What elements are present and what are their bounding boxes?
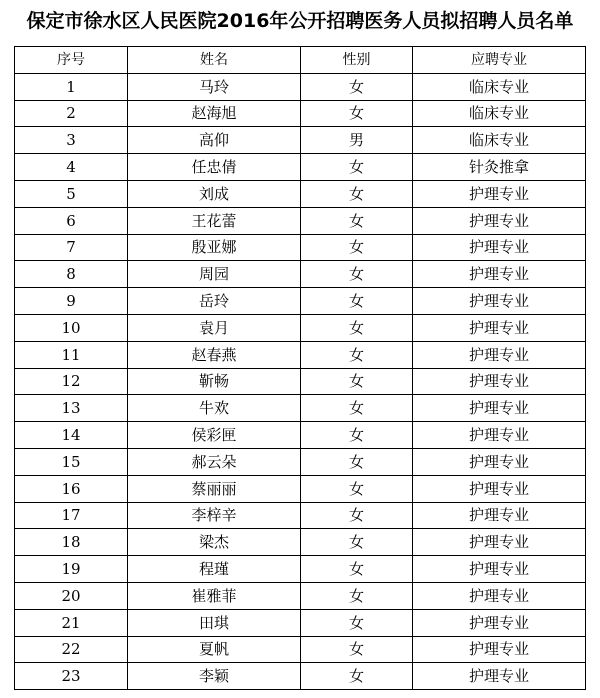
row-gender: 女 (301, 609, 413, 636)
row-serial-number: 1 (15, 73, 128, 100)
row-serial-number: 15 (15, 448, 128, 475)
row-name: 高仰 (128, 127, 301, 154)
row-gender: 男 (301, 127, 413, 154)
row-gender: 女 (301, 207, 413, 234)
row-name: 袁月 (128, 314, 301, 341)
header-gender: 性别 (301, 47, 413, 74)
row-gender: 女 (301, 663, 413, 690)
row-gender: 女 (301, 100, 413, 127)
row-gender: 女 (301, 368, 413, 395)
row-name: 靳畅 (128, 368, 301, 395)
row-gender: 女 (301, 288, 413, 315)
row-gender: 女 (301, 261, 413, 288)
row-gender: 女 (301, 529, 413, 556)
row-name: 田琪 (128, 609, 301, 636)
row-major: 护理专业 (413, 288, 586, 315)
row-name: 蔡丽丽 (128, 475, 301, 502)
row-gender: 女 (301, 582, 413, 609)
row-gender: 女 (301, 636, 413, 663)
row-serial-number: 3 (15, 127, 128, 154)
table-row (15, 207, 586, 234)
row-name: 郝云朵 (128, 448, 301, 475)
row-gender: 女 (301, 314, 413, 341)
row-major: 护理专业 (413, 207, 586, 234)
row-major: 护理专业 (413, 475, 586, 502)
row-name: 牛欢 (128, 395, 301, 422)
row-major: 临床专业 (413, 100, 586, 127)
row-gender: 女 (301, 180, 413, 207)
row-serial-number: 18 (15, 529, 128, 556)
row-serial-number: 13 (15, 395, 128, 422)
table-row (15, 448, 586, 475)
table-row (15, 73, 586, 100)
row-serial-number: 22 (15, 636, 128, 663)
row-serial-number: 12 (15, 368, 128, 395)
row-serial-number: 7 (15, 234, 128, 261)
row-serial-number: 16 (15, 475, 128, 502)
row-name: 侯彩匣 (128, 422, 301, 449)
row-major: 护理专业 (413, 422, 586, 449)
table-row (15, 100, 586, 127)
row-major: 护理专业 (413, 368, 586, 395)
row-major: 护理专业 (413, 341, 586, 368)
table-row (15, 529, 586, 556)
row-gender: 女 (301, 502, 413, 529)
row-major: 护理专业 (413, 582, 586, 609)
row-major: 护理专业 (413, 180, 586, 207)
table-row (15, 234, 586, 261)
row-serial-number: 20 (15, 582, 128, 609)
row-gender: 女 (301, 556, 413, 583)
row-major: 护理专业 (413, 234, 586, 261)
table-row (15, 127, 586, 154)
table-body (15, 73, 586, 689)
row-name: 程瑾 (128, 556, 301, 583)
row-gender: 女 (301, 154, 413, 181)
row-name: 李梓辛 (128, 502, 301, 529)
row-major: 护理专业 (413, 261, 586, 288)
header-major: 应聘专业 (413, 47, 586, 74)
row-name: 岳玲 (128, 288, 301, 315)
table-row (15, 556, 586, 583)
document-title: 保定市徐水区人民医院2016年公开招聘医务人员拟招聘人员名单 (26, 10, 574, 32)
table-row (15, 154, 586, 181)
candidate-table (14, 46, 586, 690)
row-serial-number: 23 (15, 663, 128, 690)
row-name: 周园 (128, 261, 301, 288)
row-major: 临床专业 (413, 73, 586, 100)
row-gender: 女 (301, 234, 413, 261)
row-serial-number: 11 (15, 341, 128, 368)
row-serial-number: 17 (15, 502, 128, 529)
row-major: 护理专业 (413, 663, 586, 690)
row-major: 护理专业 (413, 556, 586, 583)
row-serial-number: 6 (15, 207, 128, 234)
row-gender: 女 (301, 422, 413, 449)
row-name: 王花蕾 (128, 207, 301, 234)
header-name: 姓名 (128, 47, 301, 74)
row-serial-number: 19 (15, 556, 128, 583)
row-serial-number: 10 (15, 314, 128, 341)
row-major: 护理专业 (413, 314, 586, 341)
table-header-row (15, 47, 586, 74)
row-name: 梁杰 (128, 529, 301, 556)
row-serial-number: 8 (15, 261, 128, 288)
row-major: 护理专业 (413, 609, 586, 636)
row-name: 崔雅菲 (128, 582, 301, 609)
row-name: 赵春燕 (128, 341, 301, 368)
row-major: 护理专业 (413, 448, 586, 475)
header-serial-number: 序号 (15, 47, 128, 74)
table-row (15, 180, 586, 207)
table-row (15, 609, 586, 636)
row-serial-number: 4 (15, 154, 128, 181)
row-name: 任忠倩 (128, 154, 301, 181)
row-major: 护理专业 (413, 529, 586, 556)
row-name: 马玲 (128, 73, 301, 100)
table-row (15, 422, 586, 449)
row-major: 护理专业 (413, 502, 586, 529)
row-gender: 女 (301, 395, 413, 422)
row-serial-number: 9 (15, 288, 128, 315)
table-row (15, 261, 586, 288)
row-major: 临床专业 (413, 127, 586, 154)
row-name: 殷亚娜 (128, 234, 301, 261)
row-name: 夏帆 (128, 636, 301, 663)
table-row (15, 288, 586, 315)
table-row (15, 475, 586, 502)
row-gender: 女 (301, 341, 413, 368)
row-gender: 女 (301, 448, 413, 475)
table-row (15, 395, 586, 422)
row-name: 刘成 (128, 180, 301, 207)
row-gender: 女 (301, 73, 413, 100)
row-major: 针灸推拿 (413, 154, 586, 181)
table-row (15, 314, 586, 341)
table-row (15, 663, 586, 690)
row-serial-number: 2 (15, 100, 128, 127)
row-major: 护理专业 (413, 395, 586, 422)
row-name: 赵海旭 (128, 100, 301, 127)
row-name: 李颖 (128, 663, 301, 690)
table-row (15, 502, 586, 529)
table-row (15, 636, 586, 663)
table-row (15, 582, 586, 609)
row-gender: 女 (301, 475, 413, 502)
row-serial-number: 21 (15, 609, 128, 636)
row-serial-number: 14 (15, 422, 128, 449)
table-row (15, 341, 586, 368)
row-serial-number: 5 (15, 180, 128, 207)
row-major: 护理专业 (413, 636, 586, 663)
table-row (15, 368, 586, 395)
